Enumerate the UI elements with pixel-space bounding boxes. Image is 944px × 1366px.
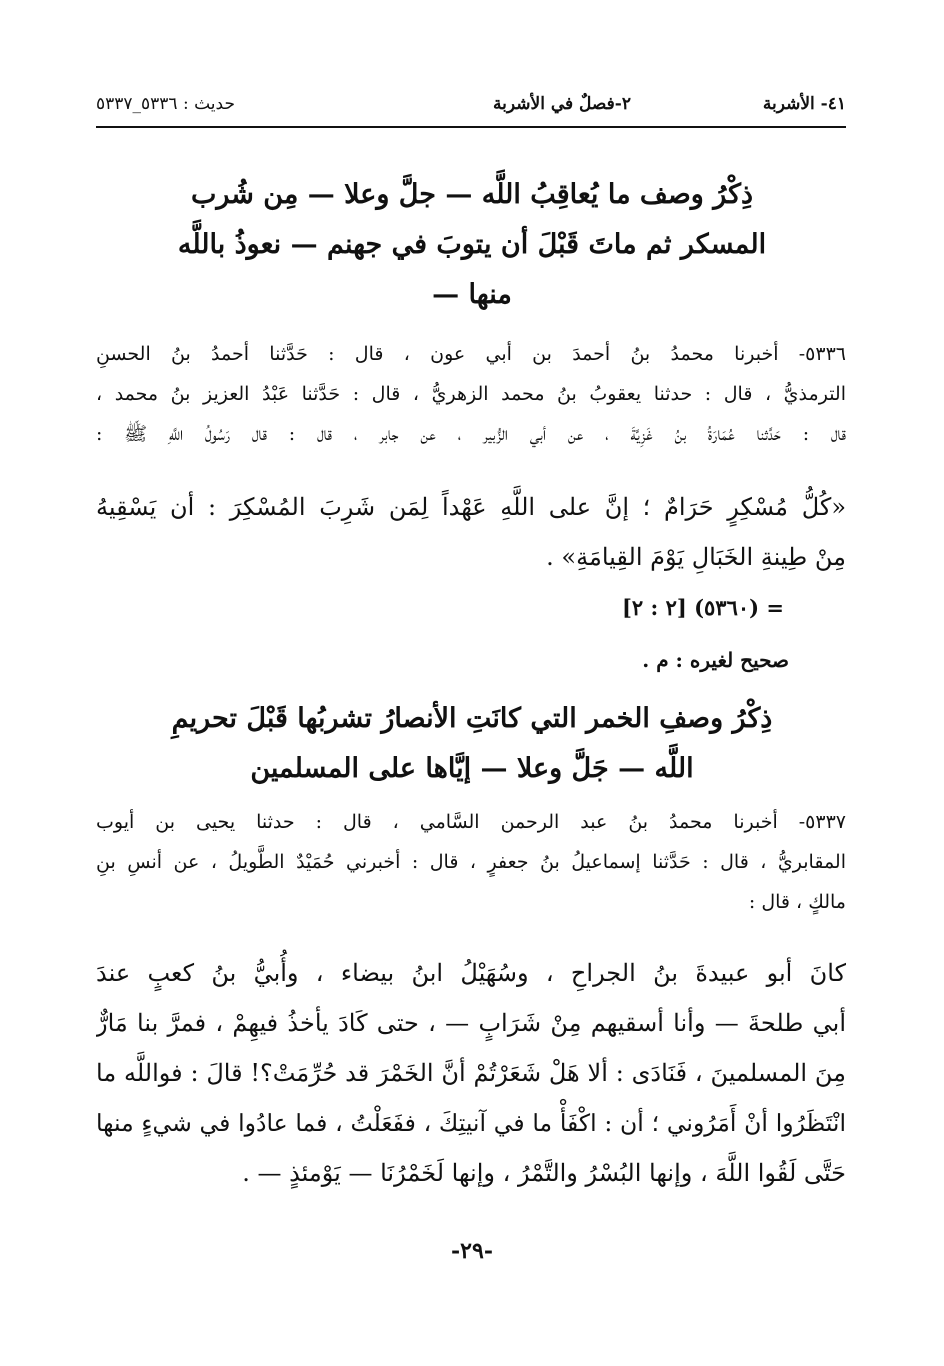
hadith-5337-isnad (96, 802, 846, 922)
hadith-5336-matn (96, 482, 846, 582)
hadith-5336-isnad (96, 334, 846, 454)
running-header (96, 90, 846, 122)
text-line: المقابريُّ ، قال : حَدَّثنا إسماعيلُ بنُ جعفرٍ ، قال : أخبرني حُمَيْدٌ الطَّويلُ ، عن أنسِ بنِ (96, 851, 846, 873)
heading-line: ذِكْرُ وصفِ الخمر التي كانَتِ الأنصارُ تشربُها قَبْلَ تحريمِ (171, 703, 773, 734)
hadith-grading: صحيح لغيره : م . (642, 648, 789, 672)
header-divider (96, 126, 846, 128)
hadith-5337-matn (96, 948, 846, 1198)
text-line: أبي طلحةَ — وأنا أسقيهم مِنْ شَرَابٍ — ، حتى كَادَ يأخذُ فيهِمْ ، فمرَّ بنا مَارٌّ (96, 1009, 846, 1037)
heading-line: منها — (432, 279, 512, 310)
text-line: «كُلُّ مُسْكِرٍ حَرَامٌ ؛ إنَّ على اللَّهِ عَهْداً لِمَن شَرِبَ المُسْكِرَ : أن يَسْقِيهُ (96, 493, 846, 521)
page-number: -٢٩- (451, 1238, 493, 1264)
text-line: ٥٣٣٧- أخبرنا محمدُ بنُ عبد الرحمن السَّامي ، قال : حدثنا يحيى بن أيوب (96, 811, 846, 833)
text-line: الترمذيُّ ، قال : حدثنا يعقوبُ بنُ محمد الزهريُّ ، قال : حَدَّثنا عَبْدُ العزيز بنُ محمد ، (96, 383, 846, 405)
hadith-range: حديث : ٥٣٣٦_٥٣٣٧ (96, 94, 235, 114)
heading-line: اللَّه — جَلَّ وعلا — إيَّاها على المسلمين (250, 753, 694, 784)
text-line: قال : حَدَّثنا عُمَارَةُ بنُ غَزِيَّةَ ، عن أبي الزُّبير ، عن جابر ، قال : قال رَسُولُ اللَّهِ ﷺ : (96, 423, 846, 445)
chapter-heading-1 (150, 170, 794, 320)
chapter-heading-2 (150, 694, 794, 794)
chapter-title: ٢-فصلٌ في الأشربة (493, 94, 631, 114)
text-line: ٥٣٣٦- أخبرنا محمدُ بنُ أحمدَ بن أبي عون ، قال : حَدَّثنا أحمدُ بنُ الحسنِ (96, 343, 846, 365)
cross-reference: = (٥٣٦٠) [٢ : ٢] (621, 595, 784, 620)
text-line: انْتَظَرُوا أنْ أَمَرُوني ؛ أن : اكْفَأْ ما في آنيتِكَ ، ففَعَلْتُ ، فما عادُوا في شيءٍ منها (96, 1109, 846, 1137)
text-line: مالكٍ ، قال : (748, 891, 846, 913)
text-line: كانَ أبو عبيدةَ بنُ الجراحِ ، وسُهَيْلُ ابنُ بيضاء ، وأُبيُّ بنُ كعبٍ عندَ (96, 959, 846, 987)
text-line: مِنَ المسلمينَ ، فَنَادَى : ألا هَلْ شَعَرْتُمْ أنَّ الخَمْرَ قد حُرِّمَتْ؟! قالَ : فواللَّه ما (96, 1059, 846, 1087)
book-title: ٤١- الأشربة (762, 94, 846, 114)
heading-line: المسكر ثم ماتَ قَبْلَ أن يتوبَ في جهنم — نعوذُ باللَّه (177, 229, 767, 260)
heading-line: ذِكْرُ وصف ما يُعاقِبُ اللَّه — جلَّ وعلا — مِن شُرب (190, 179, 754, 210)
text-line: حَتَّى لَقُوا اللَّهَ ، وإنها البُسْرُ والتَّمْرُ ، وإنها لَخَمْرُنَا — يَوْمئذٍ — . (242, 1159, 846, 1187)
text-line: مِنْ طِينةِ الخَبَالِ يَوْمَ القِيامَةِ» . (546, 543, 846, 571)
